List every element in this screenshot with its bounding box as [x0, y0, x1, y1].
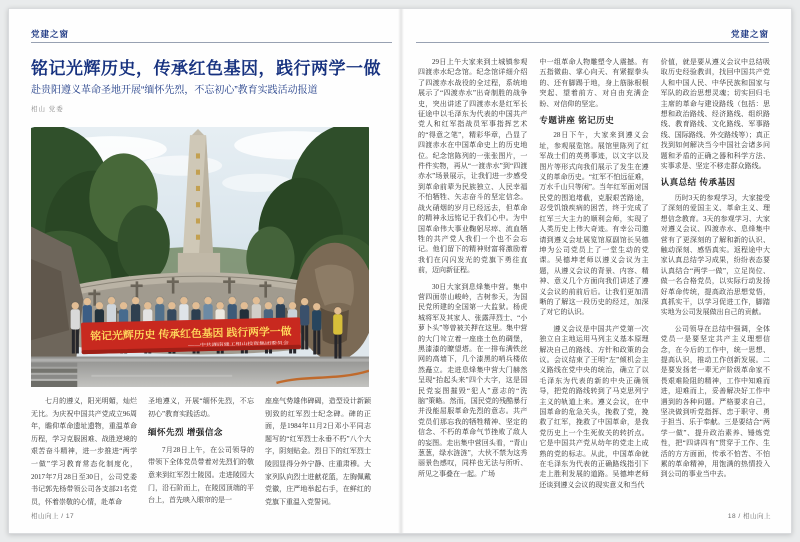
magazine-spread	[8, 8, 792, 534]
paragraph: 28日下午，大家来到遵义会址，参观展览馆。展馆里陈列了红军战士们的英勇事迹，以文字以及图片等形式向我们展示了发生在遵义的革命历史。“红军不怕远征难，万水千山只等闲”。当年红军面对国民党的围追堵截，克服艰苦路途，忍受饥饿疾病的困苦，终于完成了红军三大主力的顺利会师，实现了人类历史上伟大奇迹。有幸公司邀请到遵义会址展览馆原副馆长吴德坤为公司党员上了一堂生动的党课。吴德坤老师以遵义会议为主题，从遵义会议的背景、内容、精神、意义几个方面向我们讲述了遵义会议的前前后后。让我们更加清晰的了解这一段历史的经过，加深了对它的认识。	[539, 131, 649, 317]
banner-signature: ——中共湖南建工相山投资集团委员会	[188, 340, 257, 348]
photo-illustration	[31, 127, 369, 387]
article-subtitle: 赴贵阳遵义革命圣地开展“缅怀先烈，不忘初心”教育实践活动报道	[31, 85, 318, 96]
banner-slogan: 铭记光辉历史 传承红色基因 践行两学一做	[90, 325, 287, 343]
left-column-1	[31, 395, 137, 511]
paragraph: 遵义会议是中国共产党第一次独立自主地运用马列主义基本原理解决自己的路线、方针和政策的会议。会议结束了王明“左”倾机会主义路线在党中央的统治，确立了以毛泽东为代表的新的中央正确领导，把党的路线转到了马克思列宁主义的轨道上来。遵义会议，在中国革命的危急关头，挽救了党，挽救了红军，挽救了中国革命，是我党历史上一个生死攸关的转折点。它是中国共产党从幼年的党走上成熟的党的标志。从此，中国革命就在毛泽东为代表的正确路线指引下走上胜利发展的道路。吴德坤老师还谈到遵义会议的现实意义和当代	[539, 324, 649, 489]
paragraph: 价值，就是要从遵义会议中总结吸取历史经验教训，找回中国共产党人和中国人民、中华民族和国家与军队的政治思想灵魂；切实回归毛主席的革命与建设路线（包括：思想和政治路线、经济路线、组织路线、教育路线、文化路线、军事路线、国际路线、外交路线等）；真正找到如何解决当今中国社会诸多问题和矛盾的正确之器和科学方法、实事求是、坚定不移走群众路线。	[660, 58, 770, 171]
red-banner	[81, 317, 301, 354]
steps-left	[31, 363, 77, 387]
article-title: 铭记光辉历史，传承红色基因，践行两学一做	[31, 59, 381, 78]
section-heading-lecture: 专题讲座 铭记历史	[539, 115, 615, 126]
left-body-columns	[31, 395, 371, 511]
right-column-2	[539, 57, 648, 509]
section-kicker: 党建之窗	[730, 29, 769, 39]
paragraph: 公司领导在总结中强调，全体党员一是要坚定共产主义理想信念，在今后的工作中，统一思想、提高认识，推动工作创新发展。二是要发扬老一辈无产阶级革命家不畏艰难险阻的精神，工作中知难而进，迎难而上，妥善解决好工作中遇到的各种问题。严格要求自己，坚决做到听党指挥、忠于职守、勇于担当、乐于奉献。三是要结合“两学一做”、提升政治素养、锤炼党性，把“四讲四有”贯穿于工作、生活的方方面面，传承不怕苦、不怕累的革命精神，用饱满的热情投入到公司的事业当中去。	[660, 324, 770, 479]
paragraph: 29日上午大家来到土城镇参观四渡赤水纪念馆。纪念馆详细介绍了四渡赤水战役的全过程，系统地展示了“四渡赤水”出奇制胜的战争史，突出讲述了四渡赤水是红军长征途中以毛泽东为代表的中国共产党人和红军指战员军事指挥艺术的“得意之笔”，精彩华章，凸显了四渡赤水在中国革命史上的历史地位。纪念馆陈列的一张张图片，一件件实物，再从“一渡赤水”到“四渡赤水”场景展示，让我们进一步感受到革命前辈为民族独立、人民幸福不怕牺牲、矢志奋斗的坚定信念。战火硝烟的岁月已经远去，但革命的精神永远铭记于我们心中。为中国革命伟大事业鞠躬尽瘁、流血牺牲的共产党人我们一个也不会忘记。他们留下的精神财富将激励着我们在闪闪发光的党旗下勇往直前，迈向新征程。	[418, 58, 528, 275]
paragraph: 7月28日上午，在公司领导的带领下全体党员带着对先烈们的敬意来到红军烈士陵园。走进陵园大门，沿石阶而上，在陵园顶端的平台上，首先映入眼帘的是一	[148, 445, 254, 505]
left-column-2	[148, 395, 254, 511]
paragraph: 七月的遵义，阳光明媚，灿烂无比。为庆祝中国共产党成立96周年，瞻仰革命遗址遗物，重温革命历程，学习克服困难、战胜逆境的艰苦奋斗精神，进一步推进“两学一做”学习教育常态化制度化，2017年7月28日至30日，公司党委书记郭先杨带领公司各支部21名党员，怀着崇敬的心情，赴革命	[31, 397, 137, 506]
section-heading-remember-martyrs: 缅怀先烈 增强信念	[148, 427, 223, 438]
right-body-columns	[418, 57, 770, 509]
left-page	[9, 9, 400, 533]
article-byline: 相山 党委	[31, 106, 64, 113]
paragraph: 座座气势雄伟碑碣，造型设计新颖别致的红军烈士纪念碑。碑的正面，是1984年11月2日邓小平同志题写的“红军烈士永垂不朽”八个大字，阴刻贴金。烈日下的红军烈士陵园显得分外宁静、庄重肃穆。大家列队向烈士进献花篮，左胸佩戴党徽，庄严地举起右手，在鲜红的党旗下重温入党誓词。	[265, 397, 371, 506]
section-heading-summary: 认真总结 传承基因	[660, 177, 736, 188]
paragraph: 圣地遵义，开展“缅怀先烈，不忘初心”教育实践活动。	[148, 397, 254, 418]
right-page-footer: 18 / 相山向上	[727, 513, 771, 520]
group-photo	[31, 127, 369, 387]
right-page	[400, 9, 791, 533]
header-rule	[416, 42, 769, 43]
left-column-3	[265, 395, 371, 511]
paragraph: 30日大家到息烽集中营。集中营四面崇山峻岭，古树参天，为国民党所建的全国第一大监狱。杨虎城将军及其家人、张露萍烈士、“小萝卜头”等曾被关押在这里。集中营的大门耸立着一座座土色的碉堡，黑漆漆的瞭望塔。在一排布满铁丝网的高墙下，几个漆黑的哨兵楼依然矗立。走进息烽集中营大门赫然呈现“抬起头来”四个大字，这是国民党妄图摧毁“犯人”意志的“洗脑”策略。然而，国民党的残酷暴行并没能屈服革命先烈的意志。共产党员们那忘我的牺牲精神、坚定的信念、不朽的革命气节挫败了敌人的妄图。走出集中营回头看，“青山葱葱，绿水涟涟”，大伙不禁为这秀丽景色感叹，同样也无法与所听、所见之事叠在一起。广场	[418, 282, 528, 478]
right-column-1	[418, 57, 527, 509]
paragraph: 中一组革命人物雕塑令人震撼。有五指微曲、掌心向天、有紧握拳头的、还有脚踢于地，身上筋脉根根突起、望着前方、对自由充满企盼、对信仰的坚定。	[539, 58, 649, 108]
header-rule	[31, 42, 392, 43]
paragraph: 历时3天的参观学习，大家接受了深刻的爱国主义、革命主义、理想信念教育。3天的参观学习、大家对遵义会议、四渡赤水、息烽集中营有了更深刻的了解和新的认识、触动深刻、感悟真实。返程途中大家认真总结学习成果，纷纷表态要认真结合“两学一做”，立足岗位、做一名合格党员，以实际行动发扬好革命传统，提高政治思想觉悟，真抓实干，以学习促进工作，脚踏实地为公司发展做出自己的贡献。	[660, 193, 770, 317]
right-column-3	[661, 57, 770, 509]
left-page-footer: 相山向上 / 17	[31, 513, 75, 520]
section-kicker: 党建之窗	[31, 29, 70, 39]
